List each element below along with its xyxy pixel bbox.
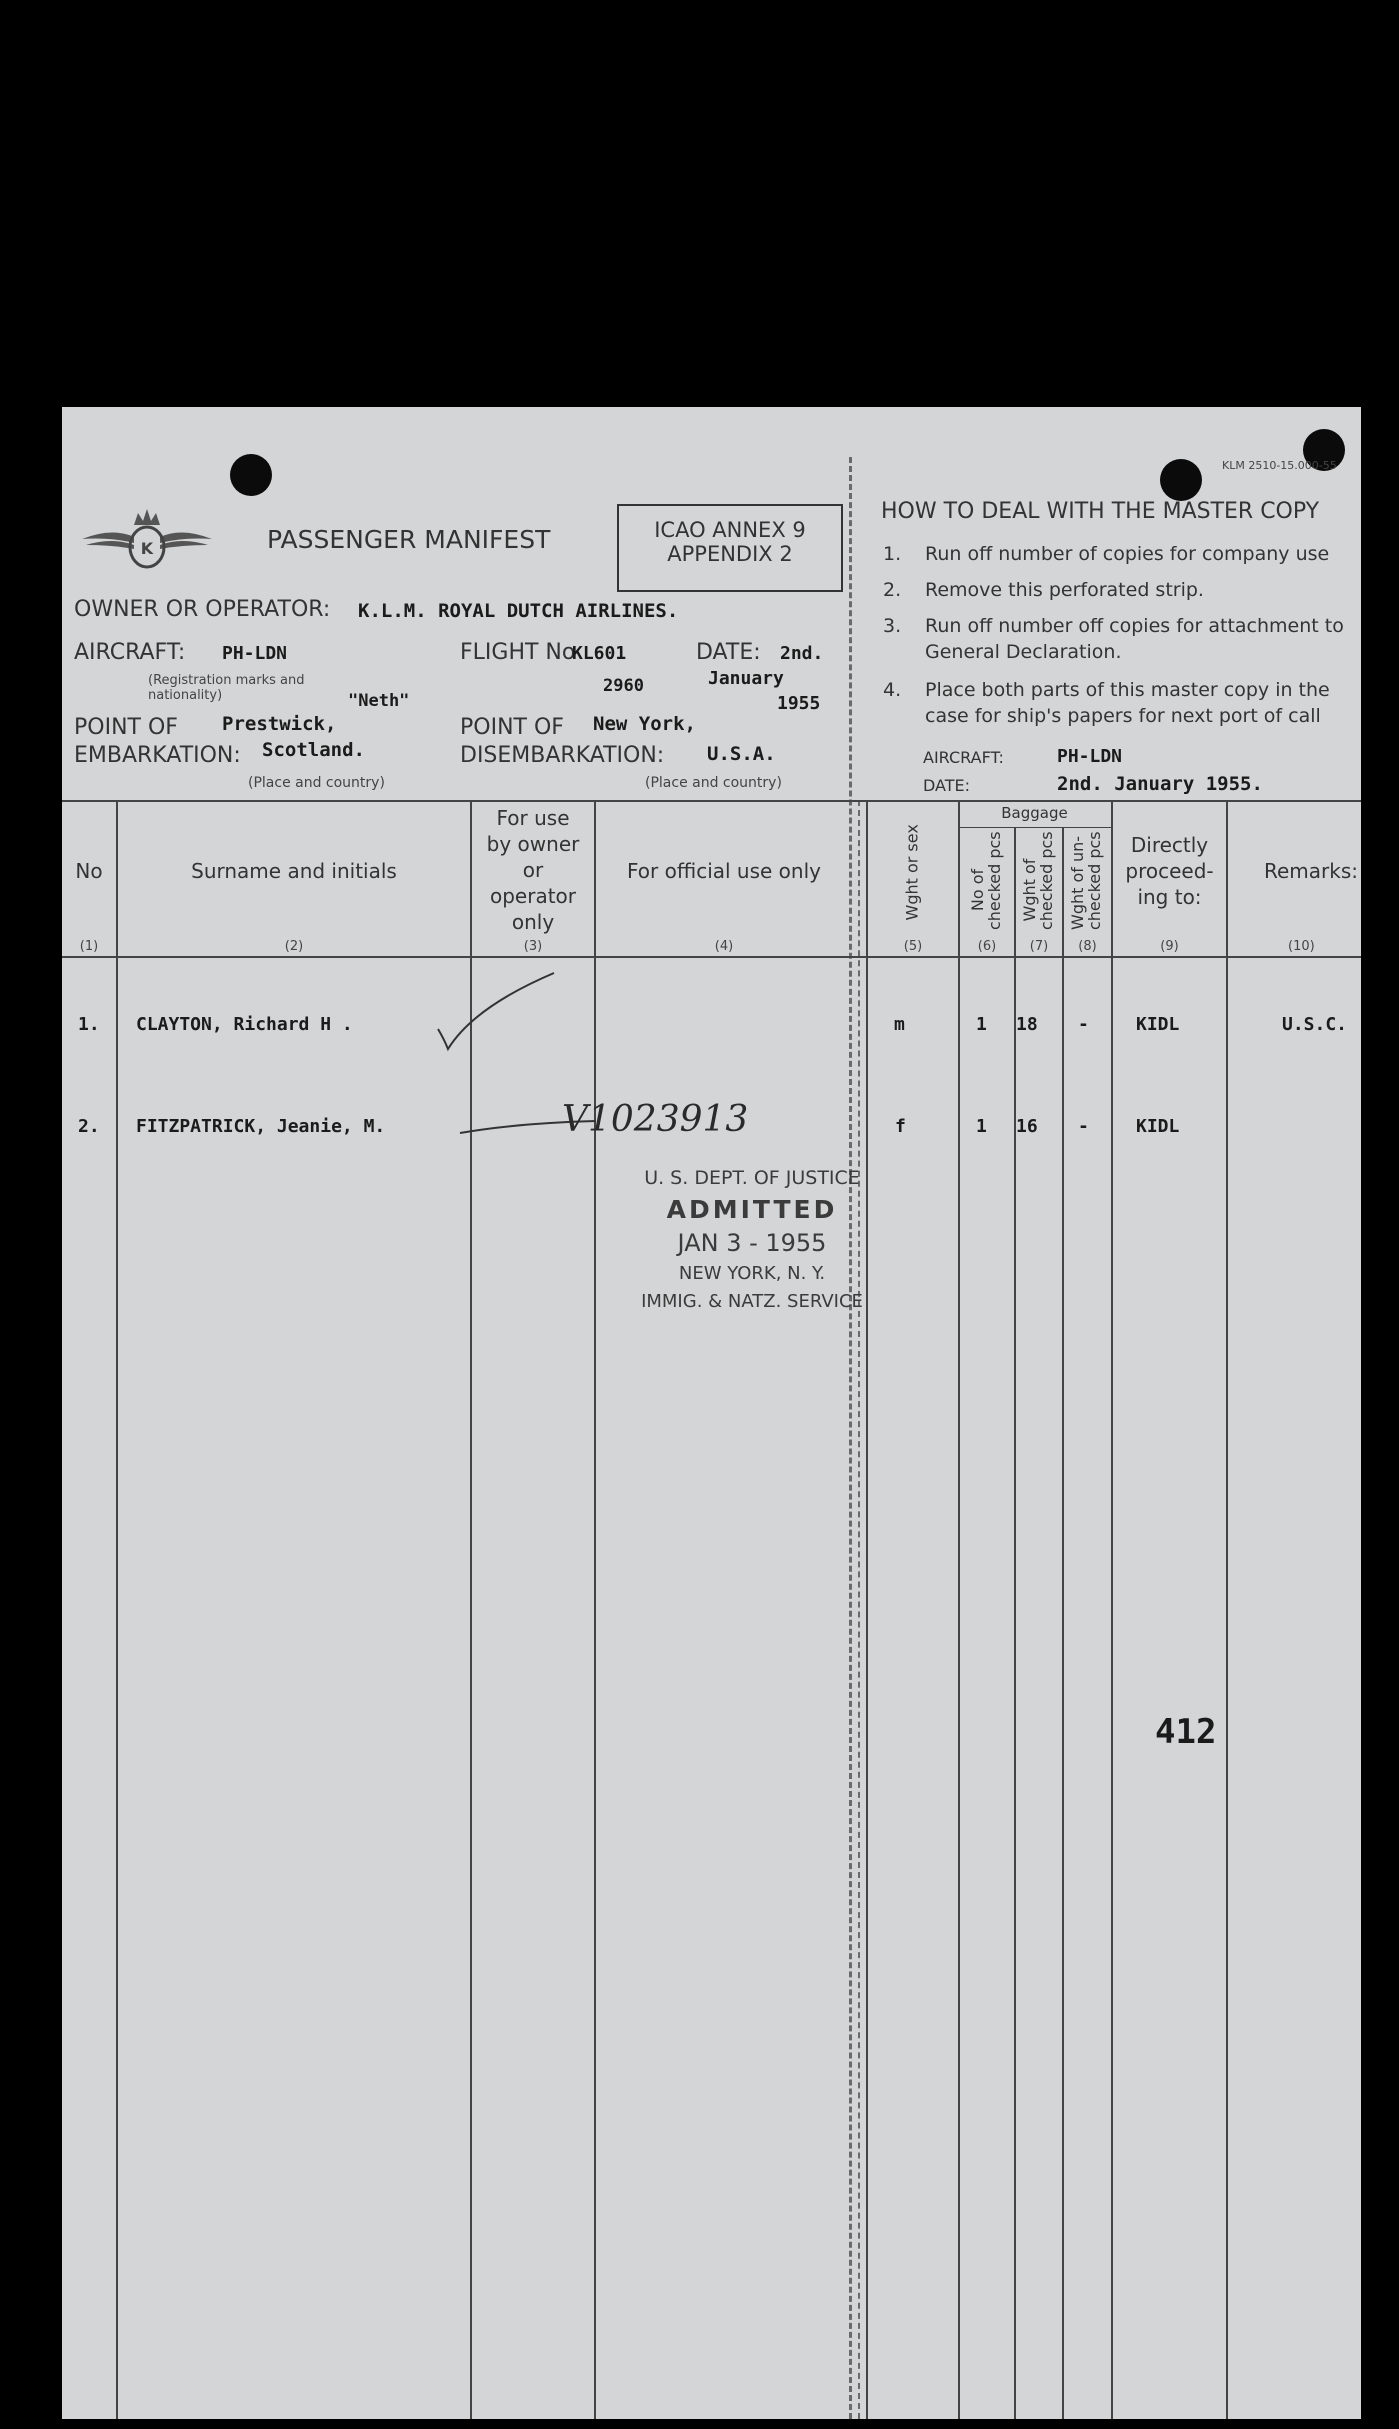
header-checked-pcs-l1: No of xyxy=(968,868,987,912)
embarkation-label2: EMBARKATION: xyxy=(74,743,241,768)
instruction-text-3b: General Declaration. xyxy=(925,641,1122,663)
instruction-text-4: Place both parts of this master copy in the xyxy=(925,679,1330,701)
instruction-text-4b: case for ship's papers for next port of call xyxy=(925,705,1321,727)
stamp-line1: U. S. DEPT. OF JUSTICE xyxy=(644,1167,860,1189)
colnum-3: (3) xyxy=(523,939,543,954)
header-proceeding-l1: Directly xyxy=(1130,833,1209,857)
instruction-num-3: 3. xyxy=(883,615,902,637)
annex-line2: APPENDIX 2 xyxy=(667,542,793,566)
aircraft-value: PH-LDN xyxy=(222,643,288,664)
aircraft-sub: (Registration marks and nationality) xyxy=(148,673,305,703)
instructions-title: HOW TO DEAL WITH THE MASTER COPY xyxy=(881,499,1320,524)
klm-crown-logo xyxy=(78,505,216,575)
header-official: For official use only xyxy=(627,859,821,883)
flight-sub-value: 2960 xyxy=(603,676,644,696)
strip-aircraft-value: PH-LDN xyxy=(1057,746,1123,767)
col-divider-5 xyxy=(958,800,960,2419)
disembarkation-label1: POINT OF xyxy=(460,715,564,740)
row1-remarks: U.S.C. xyxy=(1282,1014,1348,1035)
header-wght-checked-l2: checked pcs xyxy=(1037,831,1056,930)
row1-pcs: 1 xyxy=(976,1014,987,1035)
baggage-divider xyxy=(958,827,1111,828)
col-divider-8 xyxy=(1111,800,1113,2419)
row1-check-mark xyxy=(434,967,564,1057)
instruction-num-1: 1. xyxy=(883,543,902,565)
embarkation-label1: POINT OF xyxy=(74,715,178,740)
flight-value: KL601 xyxy=(572,643,627,664)
colnum-2: (2) xyxy=(284,939,304,954)
owner-label: OWNER OR OPERATOR: xyxy=(74,597,331,622)
header-wght-unchecked xyxy=(1068,831,1104,930)
col-divider-9 xyxy=(1226,800,1228,2419)
col-divider-1 xyxy=(116,800,118,2419)
icao-annex-box xyxy=(617,504,843,592)
embarkation-sub: (Place and country) xyxy=(248,775,385,791)
colnum-1: (1) xyxy=(79,939,99,954)
header-no: No xyxy=(75,859,103,883)
header-checked-pcs-l2: checked pcs xyxy=(985,831,1004,930)
row2-weight: 16 xyxy=(1016,1116,1038,1137)
header-owner-use-l5: only xyxy=(511,910,555,934)
instruction-text-1: Run off number of copies for company use xyxy=(925,543,1330,565)
disembarkation-label2: DISEMBARKATION: xyxy=(460,743,665,768)
flight-label: FLIGHT No xyxy=(460,640,576,665)
perforation-line-2 xyxy=(858,800,860,2419)
row2-pcs: 1 xyxy=(976,1116,987,1137)
header-proceeding xyxy=(1113,832,1226,910)
embarkation-city: Prestwick, xyxy=(222,713,337,735)
annex-line1: ICAO ANNEX 9 xyxy=(654,518,806,542)
row2-no: 2. xyxy=(78,1116,100,1137)
colnum-8: (8) xyxy=(1078,939,1097,954)
row2-destination: KIDL xyxy=(1136,1116,1180,1137)
stamp-line5: IMMIG. & NATZ. SERVICE xyxy=(641,1291,863,1312)
colnum-4: (4) xyxy=(714,939,734,954)
row1-unchecked: - xyxy=(1078,1014,1089,1035)
header-owner-use-l2: by owner xyxy=(486,832,580,856)
header-weight-sex: Wght or sex xyxy=(902,824,922,921)
page-title: PASSENGER MANIFEST xyxy=(267,525,551,554)
disembarkation-sub: (Place and country) xyxy=(645,775,782,791)
header-baggage: Baggage xyxy=(1001,804,1068,822)
strip-date-value: 2nd. January 1955. xyxy=(1057,773,1263,795)
col-divider-6 xyxy=(1014,827,1016,2419)
header-checked-pcs xyxy=(968,831,1004,930)
header-wght-checked xyxy=(1020,831,1056,930)
header-surname: Surname and initials xyxy=(191,859,397,883)
date-year: 1955 xyxy=(777,693,821,714)
row1-weight: 18 xyxy=(1016,1014,1038,1035)
col-divider-4 xyxy=(866,800,868,2419)
stamp-line3: JAN 3 - 1955 xyxy=(677,1229,827,1257)
colnum-10: (10) xyxy=(1288,939,1315,954)
embarkation-country: Scotland. xyxy=(262,739,365,761)
header-wght-checked-l1: Wght of xyxy=(1020,858,1039,922)
header-owner-use-l1: For use xyxy=(496,806,570,830)
row1-destination: KIDL xyxy=(1136,1014,1180,1035)
date-day: 2nd. xyxy=(780,643,824,664)
owner-value: K.L.M. ROYAL DUTCH AIRLINES. xyxy=(358,600,679,622)
header-proceeding-l3: ing to: xyxy=(1137,885,1202,909)
date-label: DATE: xyxy=(696,640,761,665)
colnum-7: (7) xyxy=(1029,939,1049,954)
header-wght-unchecked-l2: checked pcs xyxy=(1085,831,1104,930)
date-month: January xyxy=(708,668,784,689)
row2-name: FITZPATRICK, Jeanie, M. xyxy=(136,1116,386,1137)
table-top-border xyxy=(62,800,1361,802)
perforation-line xyxy=(849,457,852,2419)
aircraft-label: AIRCRAFT: xyxy=(74,640,186,665)
page-number: 412 xyxy=(1155,1712,1217,1752)
colnum-9: (9) xyxy=(1160,939,1179,954)
row1-no: 1. xyxy=(78,1014,100,1035)
aircraft-nationality: "Neth" xyxy=(348,691,410,711)
manifest-sheet xyxy=(62,407,1361,2419)
row2-official-number: V1023913 xyxy=(562,1099,749,1140)
stamp-line4: NEW YORK, N. Y. xyxy=(678,1263,826,1284)
row1-name: CLAYTON, Richard H . xyxy=(136,1014,353,1035)
strip-date-label: DATE: xyxy=(923,776,971,795)
table-header-bottom xyxy=(62,956,1361,958)
colnum-5: (5) xyxy=(903,939,923,954)
instruction-text-2: Remove this perforated strip. xyxy=(925,579,1204,601)
col-divider-3 xyxy=(594,800,596,2419)
strip-aircraft-label: AIRCRAFT: xyxy=(923,748,1004,767)
stamp-line2: ADMITTED xyxy=(666,1195,838,1224)
disembarkation-country: U.S.A. xyxy=(707,743,776,765)
admitted-stamp xyxy=(622,1162,882,1316)
punch-hole-right xyxy=(1160,459,1202,501)
instruction-num-4: 4. xyxy=(883,679,902,701)
disembarkation-city: New York, xyxy=(593,713,696,735)
header-proceeding-l2: proceed- xyxy=(1125,859,1214,883)
row2-unchecked: - xyxy=(1078,1116,1089,1137)
instruction-text-3: Run off number off copies for attachment to xyxy=(925,615,1344,637)
instruction-num-2: 2. xyxy=(883,579,902,601)
row1-sex: m xyxy=(894,1014,905,1035)
svg-text:K: K xyxy=(140,539,154,558)
header-owner-use-l4: operator xyxy=(489,884,576,908)
header-owner-use xyxy=(472,805,594,935)
col-divider-7 xyxy=(1062,827,1064,2419)
colnum-6: (6) xyxy=(977,939,997,954)
row2-sex: f xyxy=(895,1116,906,1137)
header-remarks: Remarks: xyxy=(1264,859,1359,883)
header-wght-unchecked-l1: Wght of un- xyxy=(1068,835,1087,930)
form-reference: KLM 2510-15.000-55 xyxy=(1222,459,1337,472)
header-owner-use-l3: or xyxy=(522,858,544,882)
punch-hole-left xyxy=(230,454,272,496)
